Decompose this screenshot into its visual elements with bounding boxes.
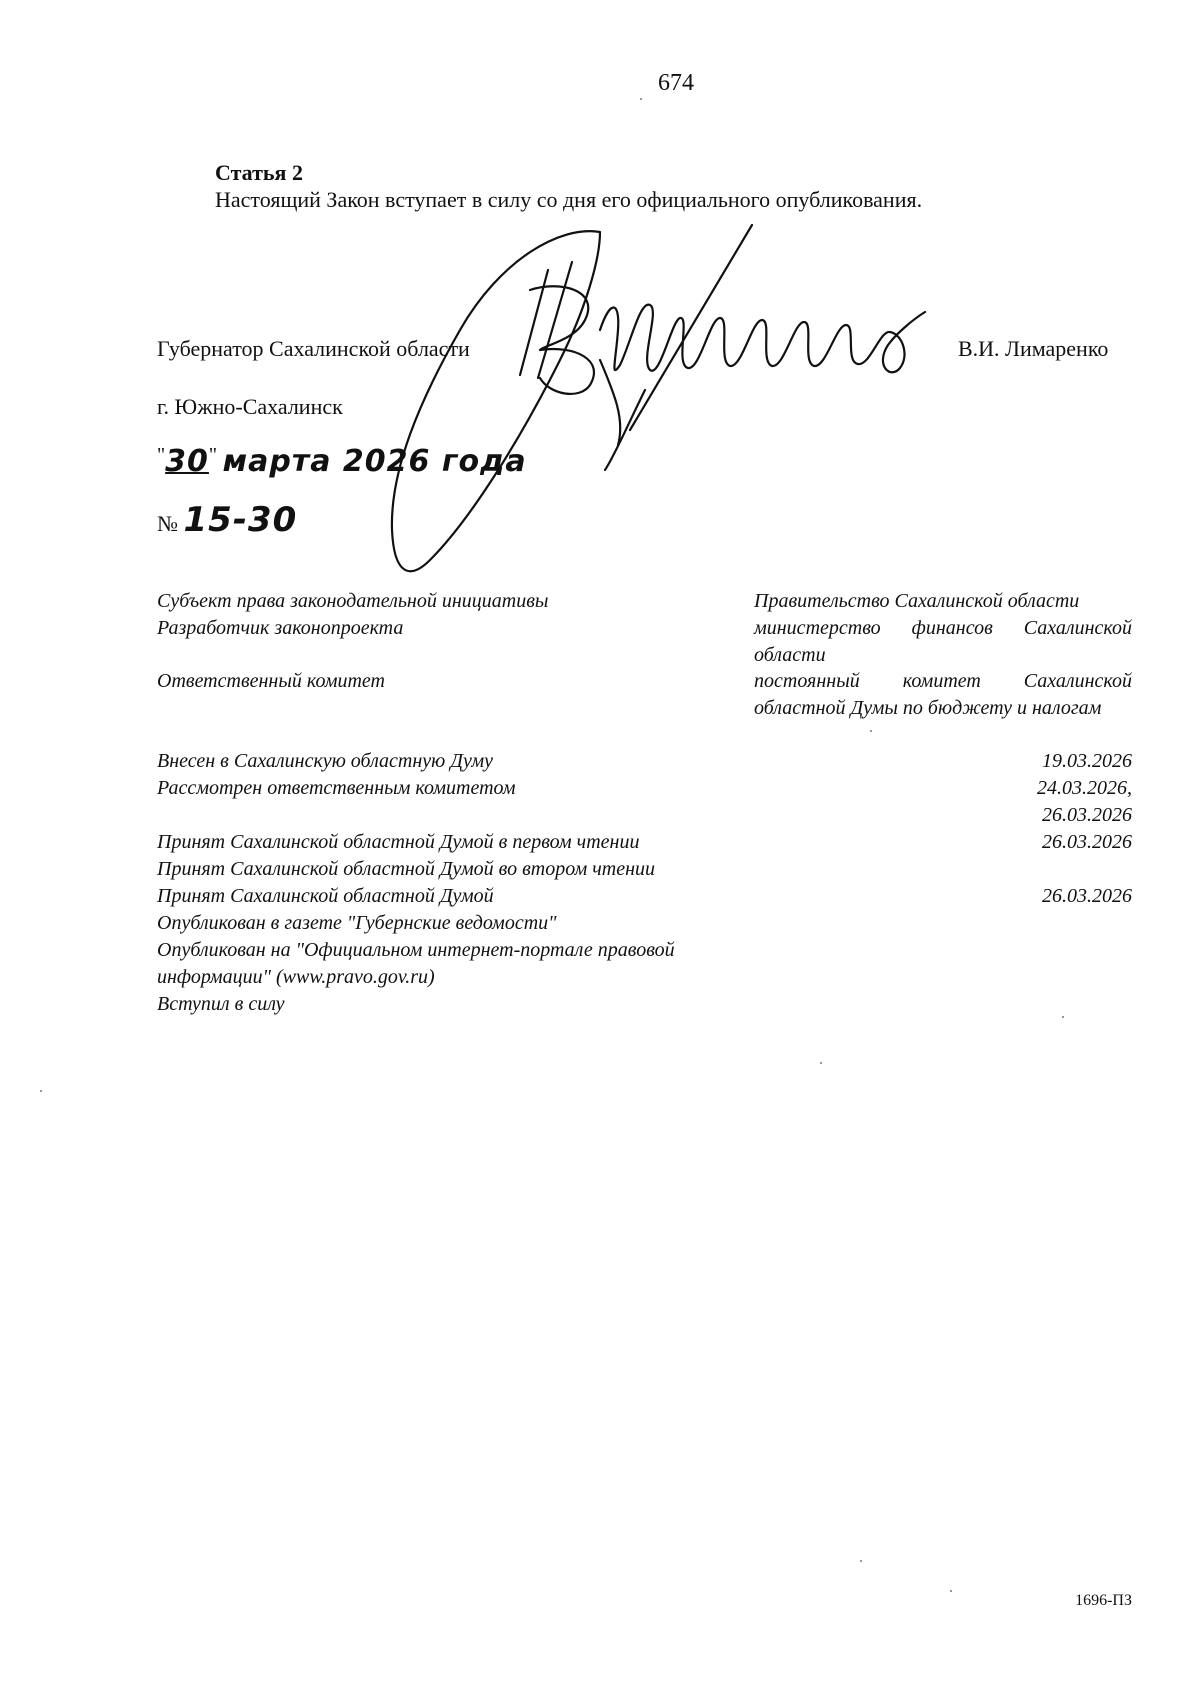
scan-speck [1062, 1016, 1064, 1018]
law-number [157, 500, 297, 540]
governor-title: Губернатор Сахалинской области [157, 336, 470, 361]
adopted-date: 26.03.2026 [1042, 885, 1132, 907]
scan-speck [640, 98, 642, 100]
scan-speck [870, 730, 872, 732]
committee-value: постоянный комитет Сахалинской областной Думы по бюджету и налогам [754, 670, 1132, 719]
reviewed-date-1: 24.03.2026, [1037, 777, 1132, 799]
date-quote-close: " [208, 444, 218, 466]
second-reading-label: Принят Сахалинской областной Думой во втором чтении [157, 858, 656, 880]
reviewed-label: Рассмотрен ответственным комитетом [157, 777, 516, 799]
article-heading: Статья 2 [215, 160, 303, 185]
date-month-year: марта 2026 года [222, 444, 527, 479]
committee-label: Ответственный комитет [157, 670, 385, 692]
page-number: 674 [658, 70, 694, 96]
reviewed-date-2: 26.03.2026 [1042, 804, 1132, 826]
first-reading-date: 26.03.2026 [1042, 831, 1132, 853]
number-value: 15-30 [183, 500, 298, 540]
scan-speck [860, 1560, 862, 1562]
signing-date [157, 444, 527, 479]
adopted-label: Принят Сахалинской областной Думой [157, 885, 494, 907]
scan-speck [820, 1062, 822, 1064]
date-quote-open: " [157, 444, 166, 466]
governor-name: В.И. Лимаренко [958, 336, 1109, 361]
scan-speck [40, 1090, 42, 1092]
subject-label: Субъект права законодательной инициативы [157, 590, 549, 612]
developer-label: Разработчик законопроекта [157, 617, 404, 639]
scan-speck [950, 1590, 952, 1592]
subject-value: Правительство Сахалинской области [754, 590, 1080, 612]
date-day: 30 [165, 444, 209, 479]
submitted-label: Внесен в Сахалинскую областную Думу [157, 750, 494, 772]
city-name: г. Южно-Сахалинск [157, 394, 343, 419]
published-newspaper-label: Опубликован в газете "Губернские ведомости" [157, 912, 557, 934]
in-force-label: Вступил в силу [157, 993, 285, 1015]
article-text: Настоящий Закон вступает в силу со дня его официального опубликования. [215, 187, 923, 212]
developer-value: министерство финансов Сахалинской области [754, 617, 1132, 666]
first-reading-label: Принят Сахалинской областной Думой в первом чтении [157, 831, 640, 853]
published-portal-label: Опубликован на "Официальном интернет-портале правовой информации" (www.pravo.gov.ru) [157, 939, 675, 988]
number-prefix: № [157, 511, 178, 536]
submitted-date: 19.03.2026 [1042, 750, 1132, 772]
document-code: 1696-ПЗ [1075, 1592, 1132, 1609]
